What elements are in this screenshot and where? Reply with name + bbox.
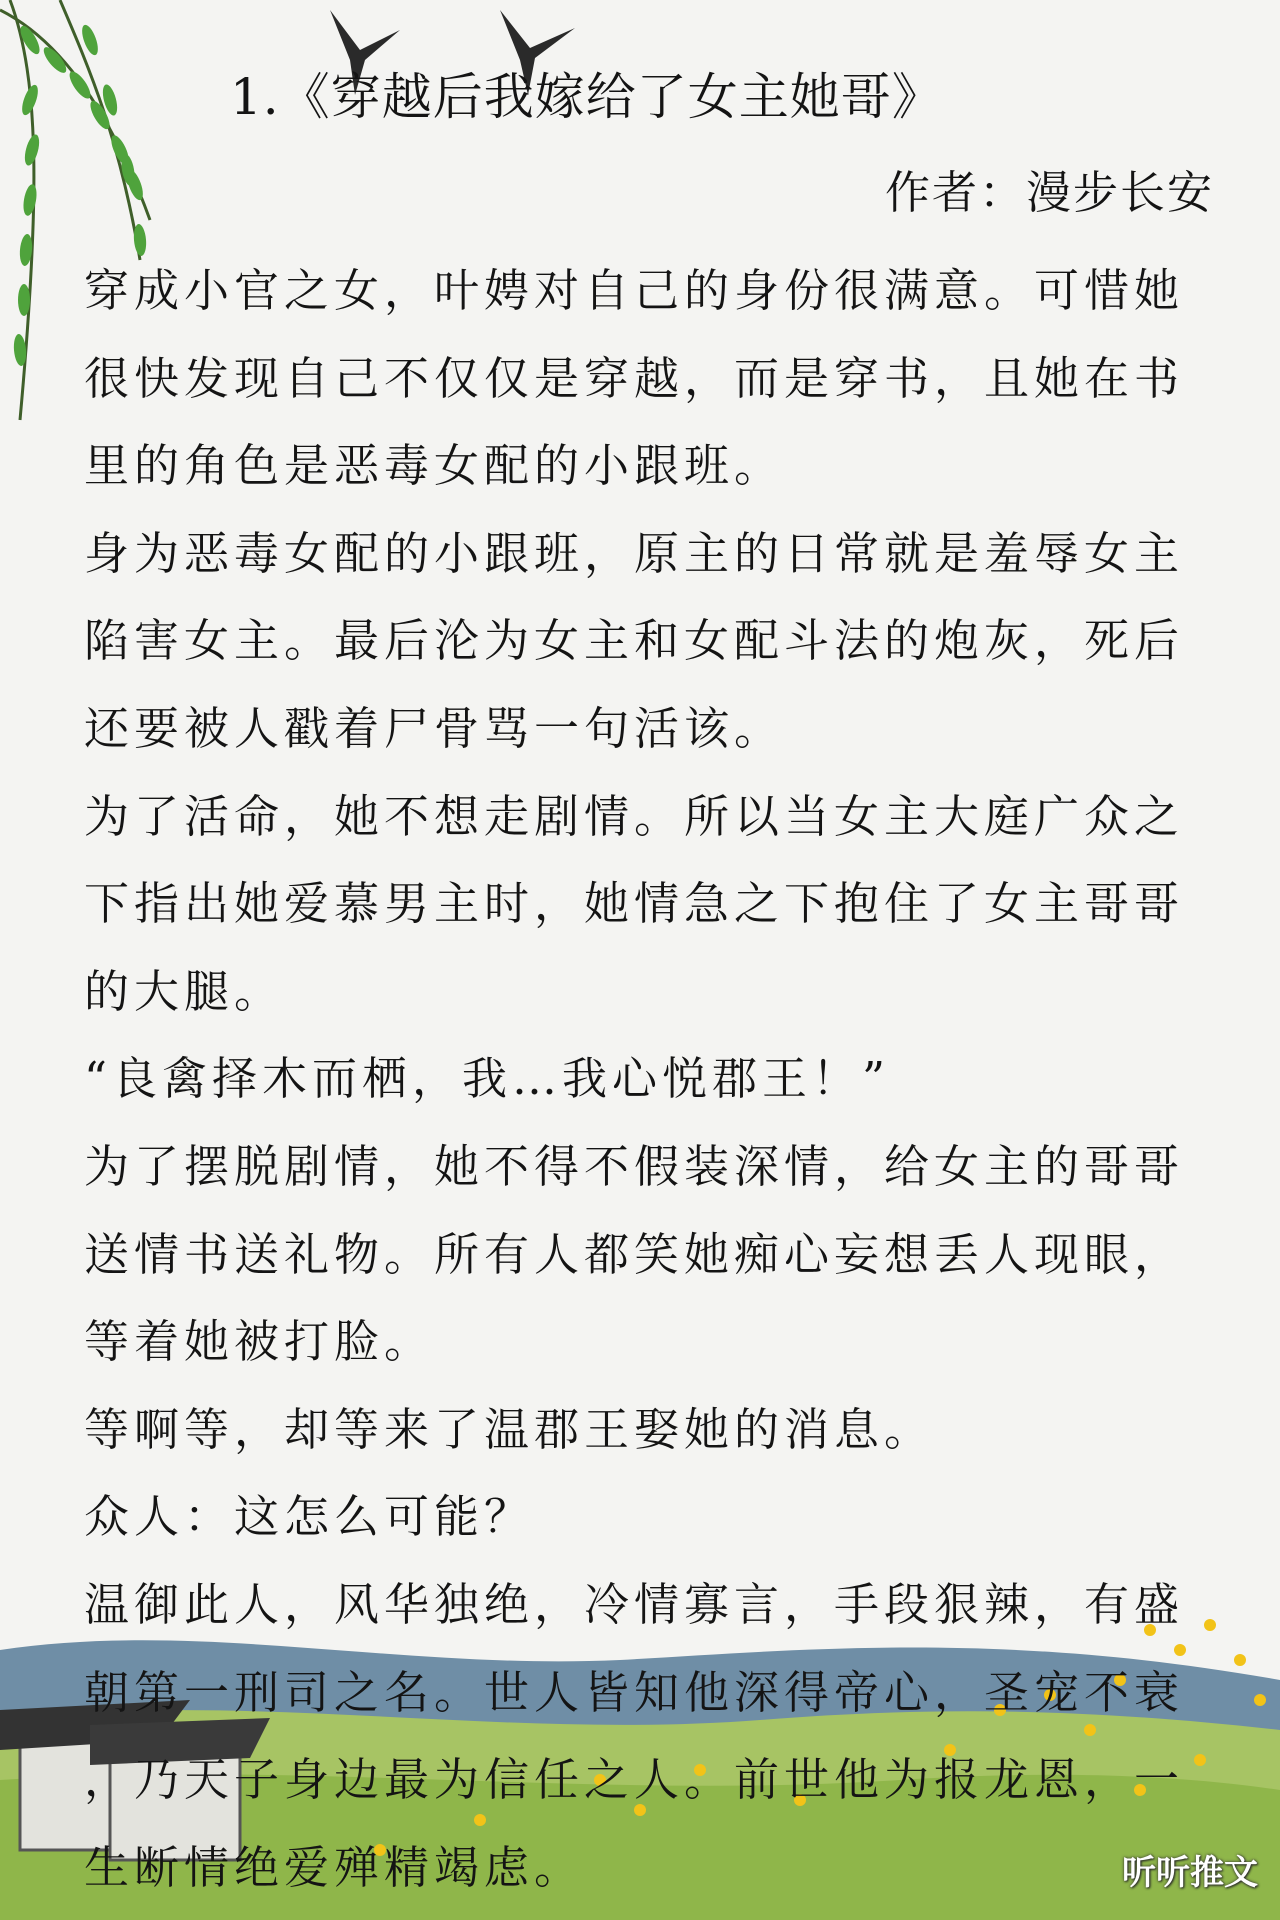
body-line: 穿成小官之女，叶娉对自己的身份很满意。可惜她	[84, 264, 1185, 317]
body-line: 众人：这怎么可能？	[84, 1490, 535, 1544]
body-line: 陷害女主。最后沦为女主和女配斗法的炮灰，死后	[84, 614, 1185, 668]
body-line: 还要被人戳着尸骨骂一句活该。	[84, 701, 785, 755]
body-line: 下指出她爱慕男主时，她情急之下抱住了女主哥哥	[84, 877, 1185, 931]
body-line: 送情书送礼物。所有人都笑她痴心妄想丢人现眼，	[84, 1227, 1185, 1281]
body-line: 等着她被打脸。	[84, 1315, 435, 1369]
body-line: “良禽择木而栖，我…我心悦郡王！”	[84, 1052, 891, 1106]
body-line: 生断情绝爱殚精竭虑。	[84, 1840, 585, 1894]
article-body	[84, 247, 1214, 1911]
body-line: 身为恶毒女配的小跟班，原主的日常就是羞辱女主	[84, 526, 1185, 580]
body-line: 很快发现自己不仅仅是穿越，而是穿书，且她在书	[84, 351, 1185, 405]
body-line: 为了摆脱剧情，她不得不假装深情，给女主的哥哥	[84, 1139, 1185, 1193]
body-line: 为了活命，她不想走剧情。所以当女主大庭广众之	[84, 789, 1185, 843]
body-line: 等啊等，却等来了温郡王娶她的消息。	[84, 1402, 935, 1456]
author-line: 作者：漫步长安	[884, 166, 1214, 219]
body-line: 朝第一刑司之名。世人皆知他深得帝心，圣宠不衰	[84, 1665, 1185, 1719]
body-line: ，乃天子身边最为信任之人。前世他为报龙恩，一	[84, 1753, 1185, 1807]
body-line: 的大腿。	[84, 964, 285, 1018]
watermark: 听听推文	[1122, 1853, 1258, 1893]
body-line: 里的角色是恶毒女配的小跟班。	[84, 439, 785, 493]
body-line: 温御此人，风华独绝，冷情寡言，手段狠辣，有盛	[84, 1577, 1185, 1631]
article-title: 1.《穿越后我嫁给了女主她哥》	[230, 68, 943, 126]
